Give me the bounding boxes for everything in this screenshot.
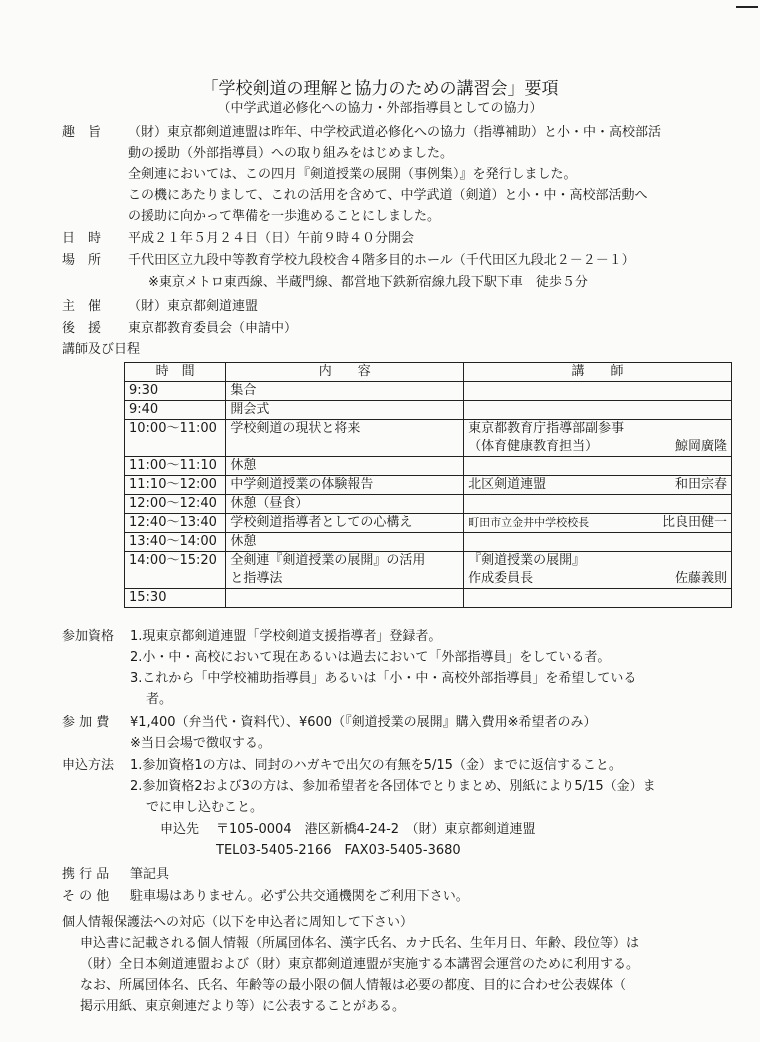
support-value: 東京都教育委員会（申請中） <box>128 321 298 336</box>
purpose-line: 動の援助（外部指導員）への取り組みをはじめました。 <box>128 146 454 161</box>
qualification-label: 参加資格 <box>62 629 115 644</box>
header-time: 時 間 <box>125 363 226 382</box>
privacy-heading: 個人情報保護法への対応（以下を申込者に周知して下さい） <box>62 915 414 930</box>
schedule-content <box>226 495 464 514</box>
header-lecturer: 講 師 <box>464 363 732 382</box>
lecturer-line <box>468 552 727 570</box>
schedule-content <box>226 401 464 420</box>
purpose-line: （財）東京都剣道連盟は昨年、中学校武道必修化への協力（指導補助）と小・中・高校部活 <box>128 125 662 140</box>
schedule-lecturer <box>464 401 732 420</box>
schedule-content <box>226 457 464 476</box>
schedule-content <box>226 514 464 533</box>
schedule-row <box>125 552 732 589</box>
items-value: 筆記具 <box>130 867 170 882</box>
venue-value: 千代田区立九段中等教育学校九段校舎４階多目的ホール（千代田区九段北２－２－１） <box>128 253 635 268</box>
schedule-content-line: 休憩 <box>230 458 257 473</box>
schedule-lecturer <box>464 420 732 457</box>
application-label: 申込方法 <box>62 758 115 773</box>
lecturer-title: 北区剣道連盟 <box>468 477 547 492</box>
qualification-line: 2.小・中・高校において現在あるいは過去において「外部指導員」をしている者。 <box>130 650 611 665</box>
contact-label: 申込先 <box>160 822 200 837</box>
schedule-content-line: 中学剣道授業の体験報告 <box>230 477 374 492</box>
purpose-line: 全剣連においては、この四月『剣道授業の展開（事例集）』を発行しました。 <box>128 167 577 182</box>
purpose-line: この機にあたりまして、これの活用を含めて、中学武道（剣道）と小・中・高校部活動へ <box>128 188 648 203</box>
schedule-lecturer <box>464 382 732 401</box>
schedule-time: 9:40 <box>125 401 226 420</box>
schedule-lecturer <box>464 495 732 514</box>
schedule-lecturer <box>464 514 732 533</box>
venue-note: ※東京メトロ東西線、半蔵門線、都営地下鉄新宿線九段下駅下車 徒歩５分 <box>148 275 588 290</box>
host-label: 主 催 <box>62 299 102 314</box>
qualification-line: 者。 <box>146 692 173 707</box>
fee-line: ¥1,400（弁当代・資料代）、¥600（『剣道授業の展開』購入費用※希望者のみ） <box>130 715 597 730</box>
privacy-line: 掲示用紙、東京剣連だより等）に公表することがある。 <box>80 999 406 1014</box>
schedule-lecturer <box>464 552 732 589</box>
host-value: （財）東京都剣道連盟 <box>128 299 259 314</box>
lecturer-line <box>468 570 727 588</box>
schedule-row <box>125 476 732 495</box>
schedule-time: 12:40～13:40 <box>125 514 226 533</box>
venue-label: 場 所 <box>62 253 102 268</box>
lecturer-title: 町田市立金井中学校校長 <box>468 516 590 529</box>
schedule-row <box>125 420 732 457</box>
schedule-content <box>226 382 464 401</box>
header-content: 内 容 <box>226 363 464 382</box>
document-subtitle: （中学武道必修化への協力・外部指導員としての協力） <box>217 101 543 116</box>
privacy-line: 申込書に記載される個人情報（所属団体名、漢字氏名、カナ氏名、生年月日、年齢、段位等）は <box>80 936 640 951</box>
schedule-content-line: 開会式 <box>230 402 270 417</box>
lecturer-title: 『剣道授業の展開』 <box>468 553 586 568</box>
datetime-value: 平成２１年５月２４日（日）午前９時４０分開会 <box>128 231 415 246</box>
schedule-time: 15:30 <box>125 589 226 608</box>
qualification-line: 1.現東京都剣道連盟「学校剣道支援指導者」登録者。 <box>130 629 442 644</box>
schedule-content <box>226 589 464 608</box>
support-label: 後 援 <box>62 321 102 336</box>
schedule-content-line: 休憩 <box>230 534 257 549</box>
schedule-time: 11:10～12:00 <box>125 476 226 495</box>
schedule-content <box>226 476 464 495</box>
lecturer-name: 鯨岡廣隆 <box>674 439 727 454</box>
lecturer-name: 佐藤義則 <box>674 571 727 586</box>
lecturer-name: 和田宗春 <box>674 477 727 492</box>
document-title: 「学校剣道の理解と協力のための講習会」要項 <box>201 79 559 99</box>
schedule-content-line: 集合 <box>230 383 257 398</box>
schedule-lecturer <box>464 589 732 608</box>
schedule-content-line: 休憩（昼食） <box>230 496 309 511</box>
items-label: 携 行 品 <box>62 867 110 882</box>
schedule-time: 12:00～12:40 <box>125 495 226 514</box>
schedule-table <box>124 362 732 608</box>
lecturer-line <box>468 476 727 494</box>
schedule-row <box>125 495 732 514</box>
lecturer-title: 作成委員長 <box>468 571 534 586</box>
schedule-header-row <box>125 363 732 382</box>
schedule-row <box>125 457 732 476</box>
purpose-line: の援助に向かって準備を一歩進めることにしました。 <box>128 209 441 224</box>
scan-edge-mark <box>736 6 758 8</box>
schedule-content-line: と指導法 <box>230 571 283 586</box>
schedule-content <box>226 533 464 552</box>
schedule-time: 10:00～11:00 <box>125 420 226 457</box>
lecturer-line <box>468 438 727 456</box>
schedule-row <box>125 401 732 420</box>
schedule-time: 14:00～15:20 <box>125 552 226 589</box>
fee-label: 参 加 費 <box>62 715 110 730</box>
schedule-label: 講師及び日程 <box>62 342 141 357</box>
purpose-label: 趣 旨 <box>62 125 102 140</box>
schedule-row <box>125 514 732 533</box>
schedule-content-line: 学校剣道指導者としての心構え <box>230 515 413 530</box>
application-line: 2.参加資格2および3の方は、参加希望者を各団体でとりまとめ、別紙により5/15（金）ま <box>130 779 656 794</box>
other-value: 駐車場はありません。必ず公共交通機関をご利用下さい。 <box>130 889 469 904</box>
datetime-label: 日 時 <box>62 231 102 246</box>
schedule-content <box>226 552 464 589</box>
schedule-lecturer <box>464 457 732 476</box>
contact-address: 〒105-0004 港区新橋4-24-2 （財）東京都剣道連盟 <box>216 822 536 837</box>
lecturer-line <box>468 514 727 532</box>
schedule-lecturer <box>464 476 732 495</box>
schedule-row <box>125 533 732 552</box>
contact-phone: TEL03-5405-2166 FAX03-5405-3680 <box>216 843 461 858</box>
schedule-time: 11:00～11:10 <box>125 457 226 476</box>
application-line: 1.参加資格1の方は、同封のハガキで出欠の有無を5/15（金）までに返信すること。 <box>130 758 622 773</box>
schedule-row <box>125 589 732 608</box>
schedule-content <box>226 420 464 457</box>
schedule-content-line: 全剣連『剣道授業の展開』の活用 <box>230 553 426 568</box>
privacy-line: なお、所属団体名、氏名、年齢等の最小限の個人情報は必要の都度、目的に合わせ公表媒体（ <box>80 978 627 993</box>
schedule-row <box>125 382 732 401</box>
qualification-line: 3.これから「中学校補助指導員」あるいは「小・中・高校外部指導員」を希望している <box>130 671 637 686</box>
lecturer-line <box>468 420 727 438</box>
schedule-lecturer <box>464 533 732 552</box>
fee-note: ※当日会場で徴収する。 <box>130 736 271 751</box>
lecturer-title: （体育健康教育担当） <box>468 439 599 454</box>
lecturer-title: 東京都教育庁指導部副参事 <box>468 421 625 436</box>
schedule-content-line: 学校剣道の現状と将来 <box>230 421 361 436</box>
other-label: そ の 他 <box>62 889 110 904</box>
privacy-line: （財）全日本剣道連盟および（財）東京都剣道連盟が実施する本講習会運営のために利用する。 <box>80 957 640 972</box>
schedule-time: 9:30 <box>125 382 226 401</box>
lecturer-name: 比良田健一 <box>661 515 727 530</box>
schedule-time: 13:40～14:00 <box>125 533 226 552</box>
application-line: でに申し込むこと。 <box>146 800 264 815</box>
